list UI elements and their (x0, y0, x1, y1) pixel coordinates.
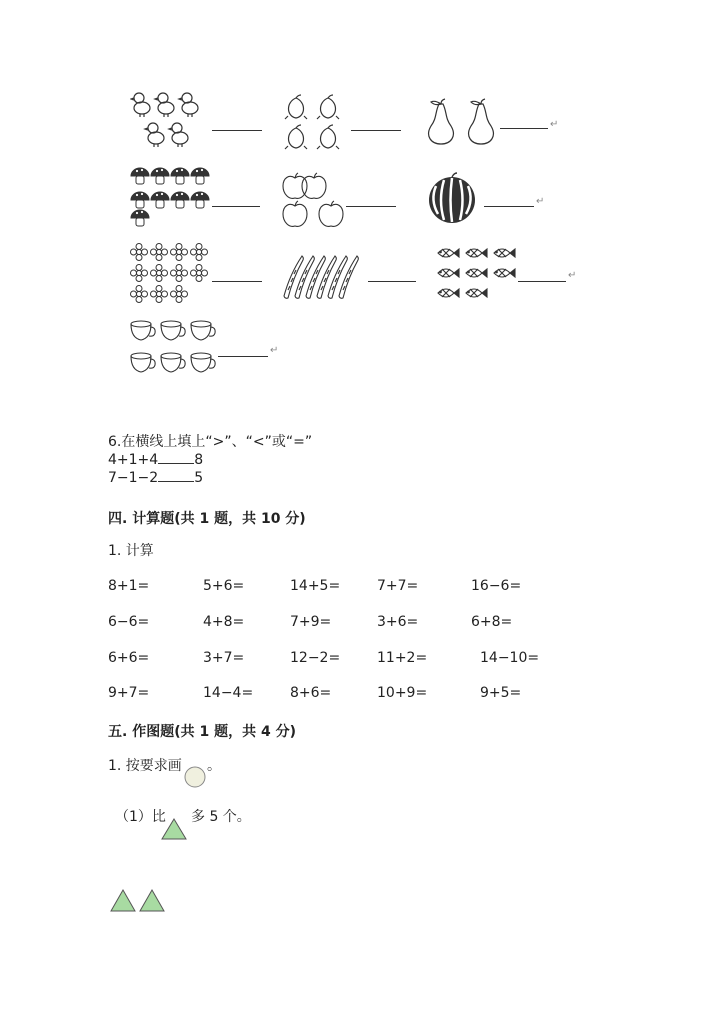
circle-shape (183, 765, 207, 789)
answer-blank[interactable] (346, 206, 396, 207)
calc-item: 6+8= (471, 614, 513, 630)
drawn-triangles[interactable] (110, 888, 170, 914)
q6-right: 5 (194, 470, 204, 486)
watermelon-icon (426, 172, 480, 226)
calc-item: 16−6= (471, 578, 522, 594)
triangle-shape (160, 817, 188, 841)
calc-item: 6+6= (108, 650, 150, 666)
flower-icons (130, 243, 212, 303)
calc-item: 9+5= (480, 685, 522, 701)
calc-item: 7+9= (290, 614, 332, 630)
answer-blank[interactable] (500, 128, 548, 129)
answer-blank[interactable] (212, 206, 260, 207)
section5-heading: 五. 作图题(共 1 题，共 4 分) (108, 724, 296, 740)
pear-icons (425, 98, 501, 148)
q6-row-1 (108, 451, 203, 469)
triangle-shape (111, 890, 135, 911)
answer-blank[interactable] (368, 281, 416, 282)
answer-blank[interactable] (218, 356, 268, 357)
section5-sub-text: 1. 按要求画 (108, 758, 182, 774)
section5-sub (108, 757, 182, 775)
calc-item: 14+5= (290, 578, 341, 594)
calc-item: 6−6= (108, 614, 150, 630)
q1-prefix: （1）比 (115, 809, 166, 825)
answer-blank[interactable] (158, 469, 194, 482)
calc-item: 11+2= (377, 650, 428, 666)
calc-item: 4+8= (203, 614, 245, 630)
q6-row-2 (108, 469, 203, 487)
answer-blank[interactable] (158, 451, 194, 464)
calc-item: 8+6= (290, 685, 332, 701)
q6-left: 7−1−2 (108, 470, 159, 486)
answer-blank[interactable] (518, 281, 566, 282)
fish-icons (436, 246, 520, 304)
q6-title: 6.在横线上填上“>”、“<”或“=” (108, 434, 313, 450)
bean-icons (282, 254, 366, 300)
calc-item: 3+6= (377, 614, 419, 630)
triangle-shape (140, 890, 164, 911)
section5-sub-suffix: 。 (207, 758, 221, 774)
mushroom-icons (130, 166, 212, 228)
section4-sub: 1. 计算 (108, 543, 154, 559)
answer-blank[interactable] (212, 130, 262, 131)
answer-blank[interactable] (351, 130, 401, 131)
calc-item: 9+7= (108, 685, 150, 701)
calc-item: 14−10= (480, 650, 540, 666)
calc-item: 3+7= (203, 650, 245, 666)
peach-icons (284, 94, 350, 154)
calc-item: 8+1= (108, 578, 150, 594)
chick-icons (130, 92, 212, 154)
answer-blank[interactable] (212, 281, 262, 282)
calc-item: 5+6= (203, 578, 245, 594)
cup-icons (130, 320, 220, 378)
calc-item: 7+7= (377, 578, 419, 594)
apple-icons (282, 172, 346, 228)
calc-item: 14−4= (203, 685, 254, 701)
calc-item: 12−2= (290, 650, 341, 666)
q1-suffix: 多 5 个。 (191, 809, 251, 825)
answer-blank[interactable] (484, 206, 534, 207)
q6-left: 4+1+4 (108, 452, 159, 468)
section4-heading: 四. 计算题(共 1 题，共 10 分) (108, 511, 306, 527)
calc-item: 10+9= (377, 685, 428, 701)
q6-right: 8 (194, 452, 204, 468)
